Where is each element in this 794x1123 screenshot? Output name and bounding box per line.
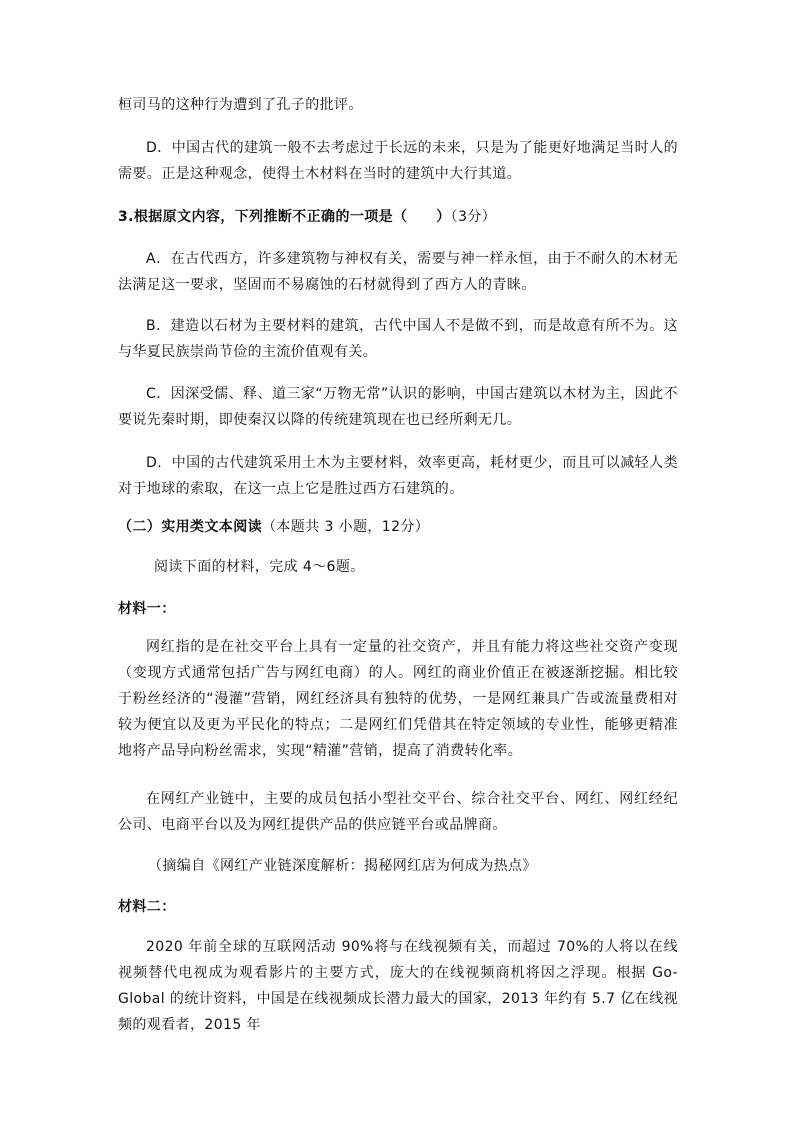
question-3-score: （3分） xyxy=(450,209,497,225)
q3-option-d: D．中国的古代建筑采用土木为主要材料，效率更高，耗材更少，而且可以减轻人类对于地球的索取，在这一点上它是胜过西方石建筑的。 xyxy=(118,455,678,497)
material-1-title: 材料一： xyxy=(118,601,176,617)
section-2-heading xyxy=(118,514,678,540)
question-3-stem: 3.根据原文内容，下列推断不正确的一项是（ ） xyxy=(118,209,451,225)
section-2-title: （二）实用类文本阅读 xyxy=(118,519,262,535)
instruction-text: 阅读下面的材料，完成 4～6题。 xyxy=(154,559,365,575)
section-2-note: （本题共 3 小题，12分） xyxy=(262,519,430,535)
material-2-title: 材料二： xyxy=(118,899,176,915)
q2-option-d: D．中国古代的建筑一般不去考虑过于长远的未来，只是为了能更好地满足当时人的需要。正是这种观念，使得土木材料在当时的建筑中大行其道。 xyxy=(118,140,678,182)
q3-option-c: C．因深受儒、释、道三家“万物无常”认识的影响，中国古建筑以木材为主，因此不要说先秦时期，即使秦汉以降的传统建筑现在也已经所剩无几。 xyxy=(118,386,678,428)
material-1-paragraph-2: 在网红产业链中，主要的成员包括小型社交平台、综合社交平台、网红、网红经纪公司、电商平台以及为网红提供产品的供应链平台或品牌商。 xyxy=(118,791,678,833)
q3-option-a: A．在古代西方，许多建筑物与神权有关，需要与神一样永恒，由于不耐久的木材无法满足这一要求，坚固而不易腐蚀的石材就得到了西方人的青睐。 xyxy=(118,251,678,293)
material-2-paragraph-1: 2020 年前全球的互联网活动 90%将与在线视频有关，而超过 70%的人将以在线视频替代电视成为观看影片的主要方式，庞大的在线视频商机将因之浮现。根据 Go-Global 的统计资料，中国是在线视频成长潜力最大的国家，2013 年约有 5.7 亿在线视频的观看者，2015 年 xyxy=(118,939,678,1033)
q3-option-b: B．建造以石材为主要材料的建筑，古代中国人不是做不到，而是故意有所不为。这与华夏民族崇尚节俭的主流价值观有关。 xyxy=(118,318,678,360)
question-3-title xyxy=(118,204,678,230)
material-1-source: （摘编自《网红产业链深度解析：揭秘网红店为何成为热点》 xyxy=(148,858,537,874)
continued-paragraph: 桓司马的这种行为遭到了孔子的批评。 xyxy=(118,97,363,113)
material-1-paragraph-1: 网红指的是在社交平台上具有一定量的社交资产，并且有能力将这些社交资产变现（变现方式通常包括广告与网红电商）的人。网红的商业价值正在被逐渐挖掘。相比较于粉丝经济的“漫灌”营销，网红经济具有独特的优势，一是网红兼具广告或流量费相对较为便宜以及更为平民化的特点；二是网红们凭借其在特定领域的专业性，能够更精准地将产品导向粉丝需求，实现“精灌”营销，提高了消费转化率。 xyxy=(118,639,678,759)
